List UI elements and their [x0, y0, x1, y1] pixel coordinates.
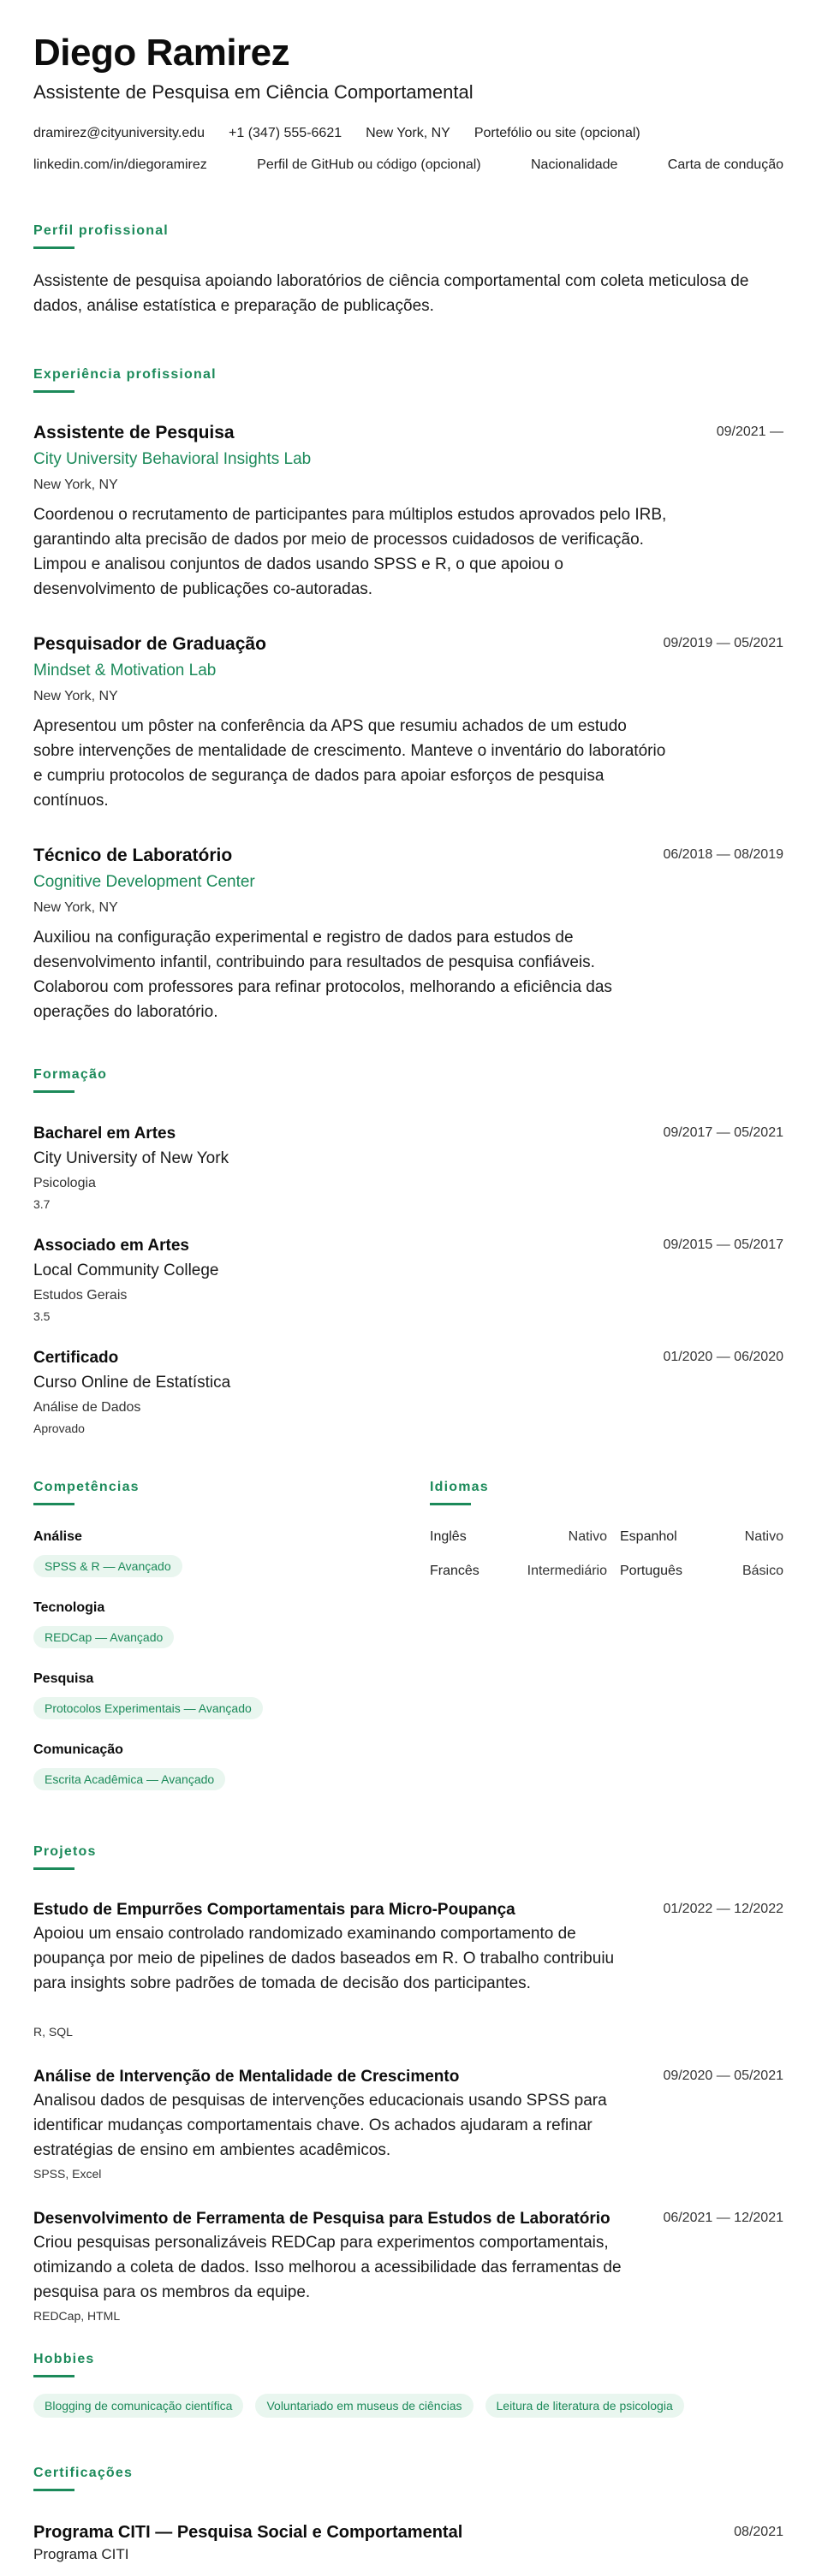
language-name: Francês — [430, 1564, 479, 1578]
job-location: New York, NY — [33, 478, 118, 492]
email-link[interactable]: dramirez@cityuniversity.edu — [33, 126, 205, 140]
field-of-study: Análise de Dados — [33, 1400, 141, 1415]
candidate-title: Assistente de Pesquisa em Ciência Comportamental — [33, 81, 474, 103]
section-title-experience: Experiência profissional — [33, 367, 217, 382]
job-dates: 09/2021 — — [716, 424, 783, 439]
education-score: 3.7 — [33, 1197, 51, 1211]
hobby-chip: Voluntariado em museus de ciências — [255, 2394, 473, 2418]
contact-row-2 — [33, 157, 783, 174]
employer-name: Mindset & Motivation Lab — [33, 662, 217, 680]
project-description: Apoiou um ensaio controlado randomizado examinando comportamento de poupança por meio de pipelines de dados baseados em R. O trabalho contribuiu para insights sobre padrões de tomada de decisão dos participantes. — [33, 1925, 615, 1992]
school-name: Curso Online de Estatística — [33, 1374, 231, 1392]
skill-category: Tecnologia — [33, 1600, 105, 1615]
hobby-list — [33, 2394, 696, 2418]
project-dates: 01/2022 — 12/2022 — [663, 1902, 783, 1916]
job-description: Coordenou o recrutamento de participantes para múltiplos estudos aprovados pelo IRB, garantindo alta precisão de dados por meio de processos cuidadosos de verificação. Limpou e analisou conjuntos de dados usando SPSS e R, o que apoiou o desenvolvimento de publicações co-autoradas. — [33, 506, 667, 598]
skill-category: Pesquisa — [33, 1671, 94, 1686]
skill-chip: Protocolos Experimentais — Avançado — [33, 1697, 263, 1719]
education-dates: 09/2017 — 05/2021 — [663, 1125, 783, 1140]
language-level: Intermediário — [527, 1564, 607, 1578]
hobby-chip: Leitura de literatura de psicologia — [485, 2394, 684, 2418]
degree-name: Bacharel em Artes — [33, 1125, 176, 1143]
skill-category: Análise — [33, 1529, 82, 1544]
section-title-skills: Competências — [33, 1480, 140, 1494]
project-tech: SPSS, Excel — [33, 2167, 102, 2181]
linkedin-link[interactable]: linkedin.com/in/diegoramirez — [33, 157, 207, 172]
section-title-profile: Perfil profissional — [33, 223, 169, 238]
project-description: Criou pesquisas personalizáveis REDCap para experimentos comportamentais, otimizando a coleta de dados. Isso melhorou a acessibilidade das ferramentas de pesquisa para os membros da equipe. — [33, 2234, 622, 2301]
language-name: Espanhol — [620, 1529, 677, 1544]
nationality-text: Nacionalidade — [531, 157, 618, 172]
candidate-name: Diego Ramirez — [33, 32, 290, 74]
skill-chip: Escrita Acadêmica — Avançado — [33, 1768, 225, 1790]
section-title-languages: Idiomas — [430, 1480, 489, 1494]
github-link[interactable]: Perfil de GitHub ou código (opcional) — [257, 157, 481, 172]
degree-name: Associado em Artes — [33, 1237, 189, 1255]
project-description: Analisou dados de pesquisas de intervenções educacionais usando SPSS para identificar mudanças comportamentais chave. Os achados ajudaram a refinar estratégias de ensino em ambientes acadêmicos. — [33, 2092, 607, 2159]
degree-name: Certificado — [33, 1349, 119, 1367]
employer-name: City University Behavioral Insights Lab — [33, 450, 312, 468]
section-rule — [430, 1503, 471, 1505]
skill-category: Comunicação — [33, 1742, 123, 1757]
location-text: New York, NY — [366, 126, 450, 140]
project-title: Análise de Intervenção de Mentalidade de Crescimento — [33, 2068, 460, 2086]
job-dates: 06/2018 — 08/2019 — [663, 847, 783, 862]
section-rule — [33, 2489, 74, 2491]
school-name: Local Community College — [33, 1261, 219, 1279]
field-of-study: Psicologia — [33, 1176, 96, 1190]
job-description: Auxiliou na configuração experimental e registro de dados para estudos de desenvolvimento infantil, contribuindo para resultados de pesquisa confiáveis. Colaborou com professores para refinar protocolos, melhorando a eficiência das operações do laboratório. — [33, 929, 612, 1021]
section-title-projects: Projetos — [33, 1844, 97, 1859]
section-rule — [33, 390, 74, 393]
project-tech: REDCap, HTML — [33, 2309, 121, 2323]
language-level: Nativo — [744, 1529, 783, 1544]
project-title: Estudo de Empurrões Comportamentais para Micro-Poupança — [33, 1901, 515, 1919]
section-title-certifications: Certificações — [33, 2466, 134, 2480]
certification-issuer: Programa CITI — [33, 2546, 129, 2562]
job-title: Técnico de Laboratório — [33, 846, 233, 865]
language-level: Nativo — [568, 1529, 607, 1544]
section-rule — [33, 246, 74, 249]
project-tech: R, SQL — [33, 2025, 73, 2039]
skill-chip: REDCap — Avançado — [33, 1626, 174, 1648]
school-name: City University of New York — [33, 1149, 229, 1167]
project-dates: 06/2021 — 12/2021 — [663, 2211, 783, 2225]
section-rule — [33, 1867, 74, 1870]
employer-name: Cognitive Development Center — [33, 873, 255, 891]
certification-date: 08/2021 — [734, 2525, 783, 2539]
job-dates: 09/2019 — 05/2021 — [663, 636, 783, 650]
section-rule — [33, 2375, 74, 2377]
education-score: Aprovado — [33, 1422, 85, 1435]
phone-text: +1 (347) 555-6621 — [229, 126, 342, 140]
hobby-chip: Blogging de comunicação científica — [33, 2394, 243, 2418]
project-title: Desenvolvimento de Ferramenta de Pesquisa para Estudos de Laboratório — [33, 2210, 611, 2228]
section-title-education: Formação — [33, 1067, 108, 1082]
job-location: New York, NY — [33, 900, 118, 915]
language-level: Básico — [742, 1564, 783, 1578]
job-description: Apresentou um pôster na conferência da APS que resumiu achados de um estudo sobre intervenções de mentalidade de crescimento. Manteve o inventário do laboratório e cumpriu protocolos de segurança de dados para apoiar esforços de pesquisa contínuos. — [33, 717, 666, 810]
section-rule — [33, 1503, 74, 1505]
education-dates: 09/2015 — 05/2017 — [663, 1238, 783, 1252]
project-dates: 09/2020 — 05/2021 — [663, 2069, 783, 2083]
job-location: New York, NY — [33, 689, 118, 703]
job-title: Pesquisador de Graduação — [33, 634, 266, 654]
section-rule — [33, 1090, 74, 1093]
profile-summary: Assistente de pesquisa apoiando laboratórios de ciência comportamental com coleta meticulosa de dados, análise estatística e preparação de publicações. — [33, 272, 749, 315]
job-title: Assistente de Pesquisa — [33, 423, 235, 442]
language-name: Português — [620, 1564, 682, 1578]
field-of-study: Estudos Gerais — [33, 1288, 128, 1303]
driving-license-text: Carta de condução — [667, 157, 783, 172]
certification-title: Programa CITI — Pesquisa Social e Comportamental — [33, 2523, 463, 2542]
contact-row-1 — [33, 125, 783, 142]
skill-chip: SPSS & R — Avançado — [33, 1555, 182, 1577]
language-name: Inglês — [430, 1529, 467, 1544]
portfolio-link[interactable]: Portefólio ou site (opcional) — [474, 126, 640, 140]
section-title-hobbies: Hobbies — [33, 2352, 95, 2366]
education-score: 3.5 — [33, 1309, 51, 1323]
education-dates: 01/2020 — 06/2020 — [663, 1350, 783, 1364]
